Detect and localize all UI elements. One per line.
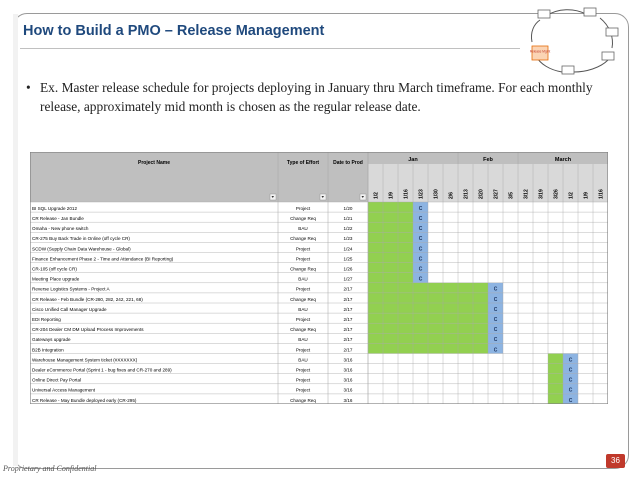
schedule-bar — [368, 202, 413, 212]
row-effort-type: Project — [295, 286, 311, 292]
bullet-text: Ex. Master release schedule for projects deploying in January thru March timeframe. For each monthly release, approximately mid month is chosen as the regular release date. — [40, 80, 593, 114]
slide-title: How to Build a PMO – Release Management — [23, 23, 325, 39]
title-divider — [20, 48, 520, 49]
schedule-bar — [548, 384, 563, 394]
row-effort-type: Project — [295, 367, 311, 373]
row-prod-date: 2/17 — [343, 347, 353, 353]
row-project-name: CR-204 Dealer CM DM Upload Process Improvements — [32, 327, 144, 333]
row-effort-type: Change Req — [290, 236, 316, 242]
row-effort-type: Project — [295, 387, 311, 393]
cycle-node — [602, 52, 614, 60]
schedule-bar — [368, 263, 413, 273]
week-label: 2/13 — [463, 189, 470, 199]
row-prod-date: 3/16 — [343, 357, 353, 363]
row-project-name: SCDW (Supply Chain Data Warehouse - Global) — [32, 246, 131, 252]
week-label: 3/26 — [553, 189, 560, 199]
bullet-marker: • — [26, 80, 31, 95]
slide-number-badge: 36 — [606, 454, 625, 468]
release-marker: C — [493, 286, 498, 293]
row-prod-date: 1/24 — [343, 246, 353, 252]
cycle-center-label: Release Mgmt — [529, 49, 551, 54]
release-marker: C — [418, 205, 423, 212]
release-cycle-diagram — [522, 2, 622, 78]
row-project-name: CR Release - May Bundle deployed early (CR-295) — [32, 397, 137, 403]
cycle-arrow — [531, 20, 540, 42]
row-project-name: Gateways upgrade — [32, 337, 71, 343]
row-effort-type: Change Req — [290, 327, 316, 333]
month-label: Jan — [408, 157, 418, 163]
row-prod-date: 2/17 — [343, 296, 353, 302]
release-schedule-table — [30, 152, 608, 404]
release-marker: C — [568, 357, 573, 364]
row-effort-type: BAU — [298, 226, 308, 232]
row-effort-type: BAU — [298, 337, 308, 343]
release-marker: C — [418, 246, 423, 253]
release-marker: C — [418, 216, 423, 222]
row-effort-type: BAU — [298, 276, 308, 282]
row-project-name: Dealer eCommerce Portal (Sprint 1 - bug fixes and CR-270 and 289) — [32, 367, 172, 373]
release-marker: C — [493, 347, 498, 354]
week-label: 1/9 — [583, 192, 590, 199]
week-label: 1/16 — [598, 189, 605, 199]
row-prod-date: 2/17 — [343, 337, 353, 343]
schedule-bar — [368, 212, 413, 222]
row-prod-date: 3/16 — [343, 387, 353, 393]
release-marker: C — [493, 317, 498, 323]
row-project-name: Universal Access Management — [32, 387, 96, 393]
week-label: 1/16 — [403, 189, 410, 199]
release-marker: C — [493, 337, 498, 344]
row-project-name: Online Direct Pay Portal — [32, 377, 82, 383]
schedule-bar — [548, 374, 563, 384]
week-label: 2/20 — [478, 189, 485, 199]
row-prod-date: 1/23 — [343, 236, 353, 242]
row-effort-type: Change Req — [290, 216, 316, 221]
row-project-name: Reverse Logistics Systems - Project A — [32, 286, 110, 292]
row-effort-type: Change Req — [290, 296, 316, 302]
row-effort-type: Project — [295, 317, 311, 322]
row-effort-type: BAU — [298, 306, 308, 312]
release-marker: C — [493, 306, 498, 313]
slide-left-accent — [13, 14, 18, 466]
row-project-name: CR-275 Buy Back Trade in Online (off cycle CR) — [32, 236, 130, 242]
release-marker: C — [493, 296, 498, 303]
week-label: 2/27 — [493, 189, 500, 199]
row-prod-date: 1/25 — [343, 256, 353, 262]
row-prod-date: 2/17 — [343, 317, 353, 322]
row-prod-date: 1/21 — [343, 216, 353, 221]
row-effort-type: Project — [295, 205, 311, 211]
row-effort-type: BAU — [298, 357, 308, 363]
schedule-bar — [368, 273, 413, 283]
column-header-project: Project Name — [138, 160, 170, 166]
row-prod-date: 3/16 — [343, 367, 353, 373]
week-label: 1/23 — [418, 189, 425, 199]
release-marker: C — [493, 327, 498, 334]
schedule-bar — [548, 394, 563, 404]
week-label: 3/5 — [508, 192, 515, 199]
schedule-bar — [548, 364, 563, 374]
row-project-name: Omaha - New phone switch — [32, 226, 89, 232]
row-effort-type: Change Req — [290, 266, 316, 272]
row-project-name: Finance Enhancement Phase 2 - Time and Attendance (BI Reporting) — [32, 256, 174, 262]
cycle-arrow — [574, 60, 608, 72]
row-prod-date: 1/27 — [343, 276, 353, 282]
release-marker: C — [418, 226, 423, 233]
cycle-node — [606, 28, 618, 36]
row-prod-date: 2/17 — [343, 286, 353, 292]
row-effort-type: Change Req — [290, 397, 316, 403]
release-marker: C — [568, 387, 573, 394]
release-marker: C — [418, 236, 423, 243]
week-label: 1/2 — [373, 192, 380, 199]
row-project-name: Meeting Place upgrade — [32, 276, 80, 282]
row-effort-type: Project — [295, 246, 311, 252]
cycle-arrow — [546, 10, 586, 16]
row-project-name: CR Release - Feb Bundle (CR-280, 282, 242, 221, 68) — [32, 296, 143, 302]
week-label: 3/12 — [523, 189, 530, 199]
row-prod-date: 3/16 — [343, 397, 353, 403]
month-label: Feb — [483, 157, 493, 163]
row-effort-type: Project — [295, 377, 311, 383]
schedule-bar — [368, 242, 413, 252]
row-prod-date: 2/17 — [343, 306, 353, 312]
row-project-name: B2B Integration — [32, 347, 64, 353]
schedule-bar — [548, 354, 563, 364]
week-label: 1/2 — [568, 192, 575, 199]
row-prod-date: 1/20 — [343, 205, 353, 211]
row-effort-type: Project — [295, 347, 311, 353]
cycle-node — [584, 8, 596, 16]
footer-confidential: Proprietary and Confidential — [3, 464, 97, 473]
release-marker: C — [568, 397, 573, 404]
release-marker: C — [418, 276, 423, 283]
release-marker: C — [418, 266, 423, 273]
schedule-bar — [368, 222, 413, 232]
row-project-name: CR-105 (off cycle CR) — [32, 266, 77, 272]
row-effort-type: Project — [295, 256, 311, 262]
cycle-node — [562, 66, 574, 74]
schedule-bar — [368, 232, 413, 242]
row-project-name: CR Release - Jan Bundle — [32, 216, 84, 221]
row-prod-date: 3/16 — [343, 377, 353, 383]
week-label: 1/9 — [388, 192, 395, 199]
release-marker: C — [568, 377, 573, 384]
row-prod-date: 2/17 — [343, 327, 353, 333]
week-label: 1/30 — [433, 189, 440, 199]
row-prod-date: 1/26 — [343, 266, 353, 272]
release-marker: C — [418, 256, 423, 263]
row-project-name: Warehouse Management System ticket (#XXXXXX) — [32, 357, 138, 363]
week-label: 3/19 — [538, 189, 545, 199]
column-header-date: Date to Prod — [333, 160, 363, 166]
release-marker: C — [568, 367, 573, 374]
row-project-name: EDI Reporting — [32, 317, 61, 322]
row-project-name: Cisco Unified Call Manager Upgrade — [32, 306, 107, 312]
row-prod-date: 1/22 — [343, 226, 353, 232]
row-project-name: BI SQL Upgrade 2012 — [32, 205, 78, 211]
schedule-bar — [368, 253, 413, 263]
month-label: March — [554, 157, 572, 163]
column-header-type: Type of Effort — [286, 160, 320, 166]
cycle-node — [538, 10, 550, 18]
week-label: 2/6 — [448, 192, 455, 199]
